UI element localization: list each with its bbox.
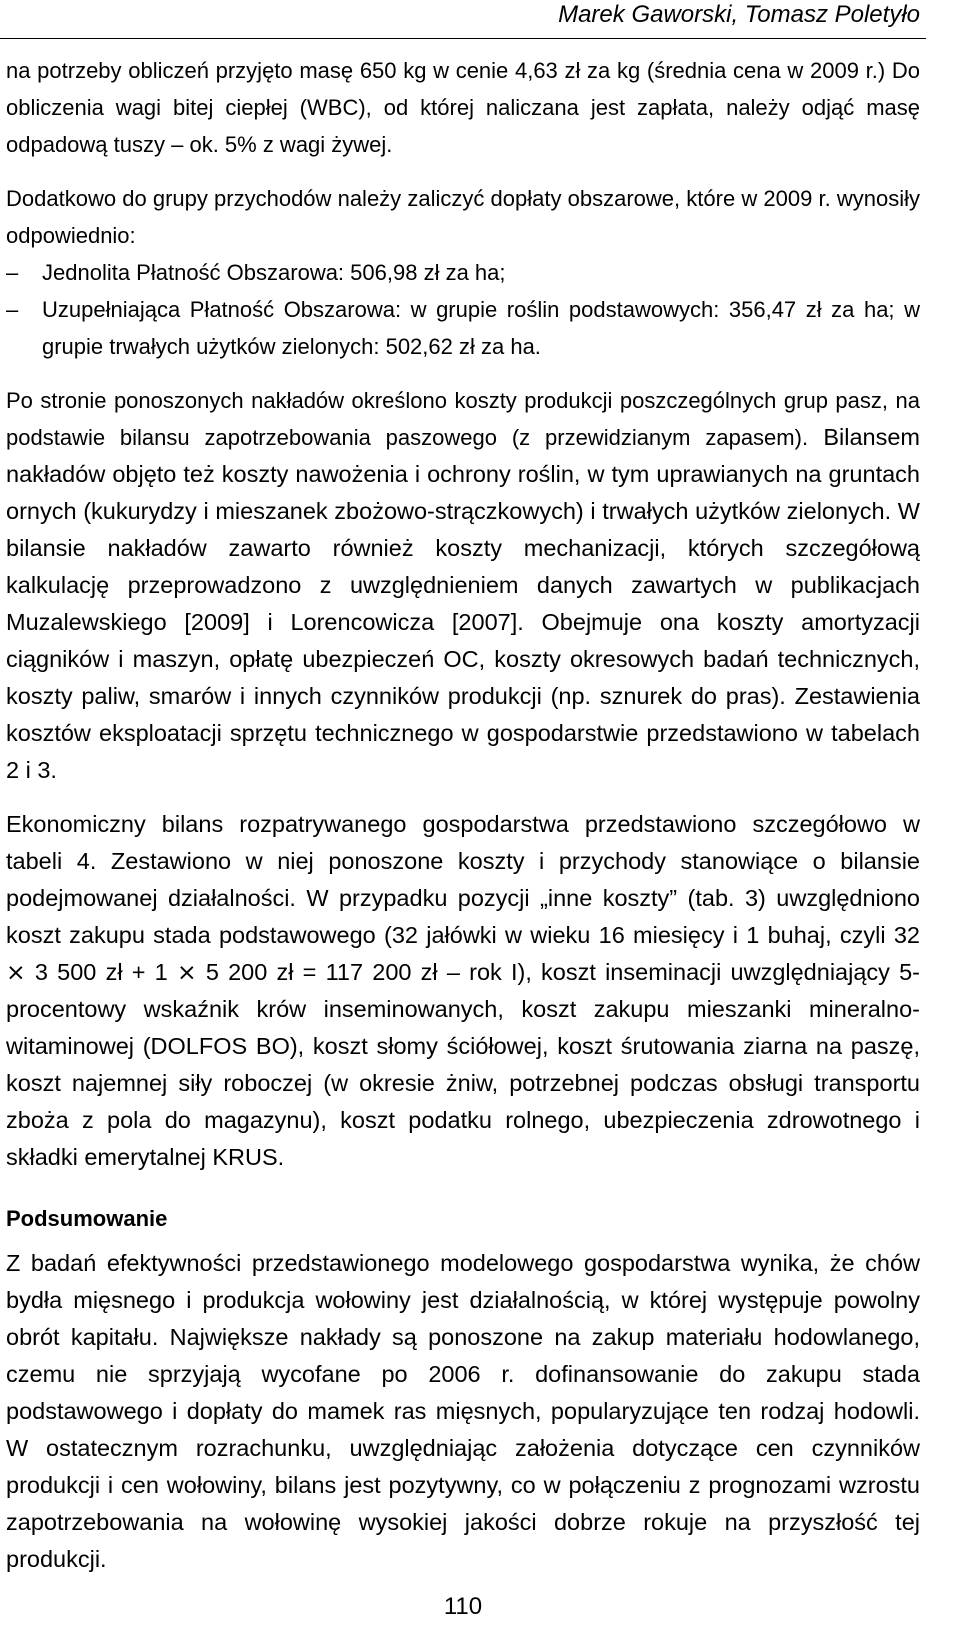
balance-text-part-2: 3 500 zł + 1 [25,959,177,985]
section-heading-summary: Podsumowanie [6,1206,168,1231]
body-text [6,52,920,1578]
list-item [6,254,920,291]
balance-text-part-3: 5 200 zł = 117 200 zł – rok I), koszt inseminacji uwzględniający 5-procentowy wskaźnik krów inseminowanych, koszt zakupu mieszanki mineralno-witaminowej (DOLFOS BO), koszt słomy ściółowej, koszt śrutowania ziarna na paszę, koszt najemnej siły roboczej (w okresie żniw, potrzebnej podczas obsługi transportu zboża z pola do magazynu), koszt podatku rolnego, ubezpieczenia zdrowotnego i składki emerytalnej KRUS. [6,959,920,1170]
multiplication-sign: × [6,958,26,986]
payments-list [6,254,920,365]
paragraph-area-payments: Dodatkowo do grupy przychodów należy zaliczyć dopłaty obszarowe, które w 2009 r. wynosiły odpowiednio: [6,186,920,248]
list-item [6,291,920,365]
running-header-authors: Marek Gaworski, Tomasz Poletyło [558,1,920,28]
paragraph-costs [6,382,920,789]
costs-text-part-1: Po stronie ponoszonych nakładów określono koszty produkcji poszczególnych grup pasz, na podstawie bilansu zapotrzebowania paszowego (z przewidzianym zapasem). [6,388,920,450]
balance-text-part-1: Ekonomiczny bilans rozpatrywanego gospodarstwa przedstawiono szczegółowo w tabeli 4. Zestawiono w niej ponoszone koszty i przychody stanowiące o bilansie podejmowanej działalności. W przypadku pozycji „inne koszty” (tab. 3) uwzględniono koszt zakupu stada podstawowego (32 jałówki w wieku 16 miesięcy i 1 buhaj, czyli 32 [6,811,920,948]
paragraph-summary: Z badań efektywności przedstawionego modelowego gospodarstwa wynika, że chów bydła mięsnego i produkcja wołowiny jest działalnością, w której występuje powolny obrót kapitału. Największe nakłady są ponoszone na zakup materiału hodowlanego, czemu nie sprzyjają wycofane po 2006 r. dofinansowanie do zakupu stada podstawowego i dopłaty do mamek ras mięsnych, popularyzujące ten rodzaj hodowli. W ostatecznym rozrachunku, uwzględniając założenia dotyczące cen czynników produkcji i cen wołowiny, bilans jest pozytywny, co w połączeniu z prognozami wzrostu zapotrzebowania na wołowinę wysokiej jakości dobrze rokuje na przyszłość tej produkcji. [6,1250,920,1572]
list-item-text: Uzupełniająca Płatność Obszarowa: w grupie roślin podstawowych: 356,47 zł za ha; w grupie trwałych użytków zielonych: 502,62 zł za ha. [42,297,920,359]
list-item-text: Jednolita Płatność Obszarowa: 506,98 zł za ha; [42,260,506,285]
dash-marker: – [6,260,19,285]
page-number: 110 [443,1593,483,1620]
paragraph-mass-price: na potrzeby obliczeń przyjęto masę 650 kg w cenie 4,63 zł za kg (średnia cena w 2009 r.) Do obliczenia wagi bitej ciepłej (WBC), od której naliczana jest zapłata, należy odjąć masę odpadową tuszy – ok. 5% z wagi żywej. [6,58,920,157]
multiplication-sign: × [176,958,197,986]
header-rule [0,38,926,39]
costs-text-part-2: Bilansem nakładów objęto też koszty nawożenia i ochrony roślin, w tym uprawianych na gruntach ornych (kukurydzy i mieszanek zbożowo-strączkowych) i trwałych użytków zielonych. W bilansie nakładów zawarto również koszty mechanizacji, których szczegółową kalkulację przeprowadzono z uwzględnieniem danych zawartych w publikacjach Muzalewskiego [2009] i Lorencowicza [2007]. Obejmuje ona koszty amortyzacji ciągników i maszyn, opłatę ubezpieczeń OC, koszty okresowych badań technicznych, koszty paliw, smarów i innych czynników produkcji (np. sznurek do pras). Zestawienia kosztów eksploatacji sprzętu technicznego w gospodarstwie przedstawiono w tabelach 2 i 3. [6,424,920,783]
dash-marker: – [6,297,19,322]
paragraph-economic-balance [6,806,920,1176]
